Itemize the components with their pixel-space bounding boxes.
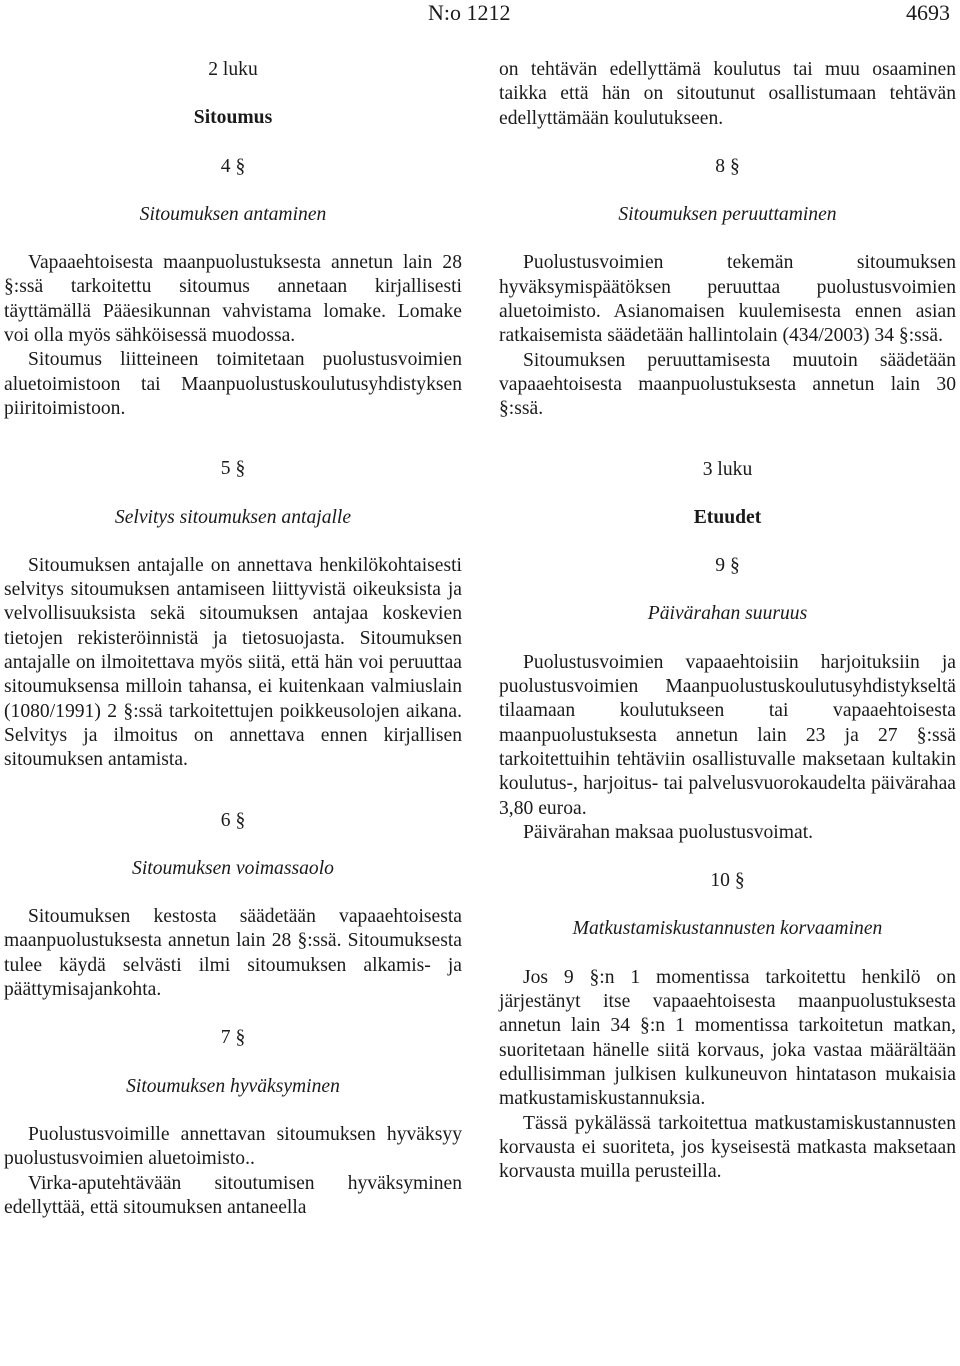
section-number: 5 § xyxy=(220,458,246,480)
section-title: Sitoumuksen antaminen xyxy=(139,203,327,225)
paragraph: Vapaaehtoisesta maanpuolustuksesta annetun lain 28 §:ssä tarkoitettu sitoumus annetaan kirjallisesti täyttämällä Pääesikunnan vahvistama lomake. Lomake voi olla myös sähköisessä muodossa. xyxy=(4,252,462,347)
right-column xyxy=(499,58,956,1184)
chapter-number: 3 luku xyxy=(702,458,753,480)
section-title: Sitoumuksen hyväksyminen xyxy=(126,1075,340,1097)
chapter-title: Sitoumus xyxy=(193,107,273,129)
section-number: 10 § xyxy=(710,870,745,892)
section-title: Sitoumuksen voimassaolo xyxy=(132,857,334,879)
section-number: 8 § xyxy=(715,155,740,177)
page-header xyxy=(0,0,960,40)
chapter-title: Etuudet xyxy=(693,506,762,528)
section-title: Matkustamiskustannusten korvaaminen xyxy=(572,918,883,940)
section-title: Selvitys sitoumuksen antajalle xyxy=(114,506,352,528)
section-number: 9 § xyxy=(715,555,740,577)
paragraph: Puolustusvoimille annettavan sitoumuksen hyväksyy puolustusvoimien aluetoimisto.. xyxy=(4,1123,462,1170)
section-number: 7 § xyxy=(220,1027,246,1049)
paragraph: Tässä pykälässä tarkoitettua matkustamiskustannusten korvausta ei suoriteta, jos kyseisestä matkasta maksetaan korvausta muilla perusteilla. xyxy=(499,1112,956,1183)
paragraph: Puolustusvoimien vapaaehtoisiin harjoituksiin ja puolustusvoimien Maanpuolustuskoulutusyhdistykseltä tilaamaan koulutukseen tai vapaaehtoisesta maanpuolustuksesta annetun lain 23 ja 27 §:ssä tarkoitettuihin tehtäviin osallistuvalle maksetaan kultakin koulutus-, harjoitus- tai palvelusvuorokaudelta päivärahaa 3,80 euroa. xyxy=(499,651,956,819)
left-column xyxy=(4,58,462,1220)
section-number: 4 § xyxy=(220,155,246,177)
paragraph: Jos 9 §:n 1 momentissa tarkoitettu henkilö on järjestänyt itse vapaaehtoisesta maanpuolustuksesta annetun lain 34 §:n 1 momentissa tarkoitetun matkan, suoritetaan hänelle siitä korvaus, joka vastaa määrältään edullisimman julkisen kulkuneuvon hintatason mukaisia matkustamiskustannuksia. xyxy=(499,966,956,1110)
paragraph: on tehtävän edellyttämä koulutus tai muu osaaminen taikka että hän on sitoutunut osallistumaan tehtävän edellyttämään koulutukseen. xyxy=(499,59,956,129)
page-number: 4693 xyxy=(906,0,950,25)
paragraph: Sitoumuksen antajalle on annettava henkilökohtaisesti selvitys sitoumuksen antamiseen liittyvistä oikeuksista ja velvollisuuksista sekä sitoumuksen antajaa koskevien tietojen rekisteröinnistä ja tietosuojasta. Sitoumuksen antajalle on ilmoitettava myös siitä, että hän voi peruuttaa sitoumuksensa milloin tahansa, ei kuitenkaan valmiuslain (1080/1991) 2 §:ssä tarkoitettujen poikkeusolojen aikana. Selvitys ja ilmoitus on annettava ennen kirjallisen sitoumuksen antamista. xyxy=(4,554,462,771)
paragraph: Päivärahan maksaa puolustusvoimat. xyxy=(523,821,814,843)
chapter-number: 2 luku xyxy=(208,59,258,80)
paragraph: Sitoumuksen peruuttamisesta muutoin säädetään vapaaehtoisesta maanpuolustuksesta annetun lain 30 §:ssä. xyxy=(499,349,956,420)
paragraph: Sitoumuksen kestosta säädetään vapaaehtoisesta maanpuolustuksesta annetun lain 28 §:ssä. Sitoumuksesta tulee käydä selvästi ilmi sitoumuksen alkamis- ja päättymisajankohta. xyxy=(4,906,462,1001)
paragraph: Sitoumus liitteineen toimitetaan puolustusvoimien aluetoimistoon tai Maanpuolustuskoulutusyhdistyksen piiritoimistoon. xyxy=(4,349,462,419)
section-title: Päivärahan suuruus xyxy=(647,603,808,625)
section-number: 6 § xyxy=(220,809,246,831)
paragraph: Puolustusvoimien tekemän sitoumuksen hyväksymispäätöksen peruuttaa puolustusvoimien aluetoimisto. Asianomaisen kuulemisesta ennen asian ratkaisemista säädetään hallintolain (434/2003) 34 §:ssä. xyxy=(499,252,956,347)
paragraph: Virka-aputehtävään sitoutumisen hyväksyminen edellyttää, että sitoumuksen antaneella xyxy=(4,1172,462,1218)
document-number: N:o 1212 xyxy=(428,0,511,25)
section-title: Sitoumuksen peruuttaminen xyxy=(618,204,837,226)
